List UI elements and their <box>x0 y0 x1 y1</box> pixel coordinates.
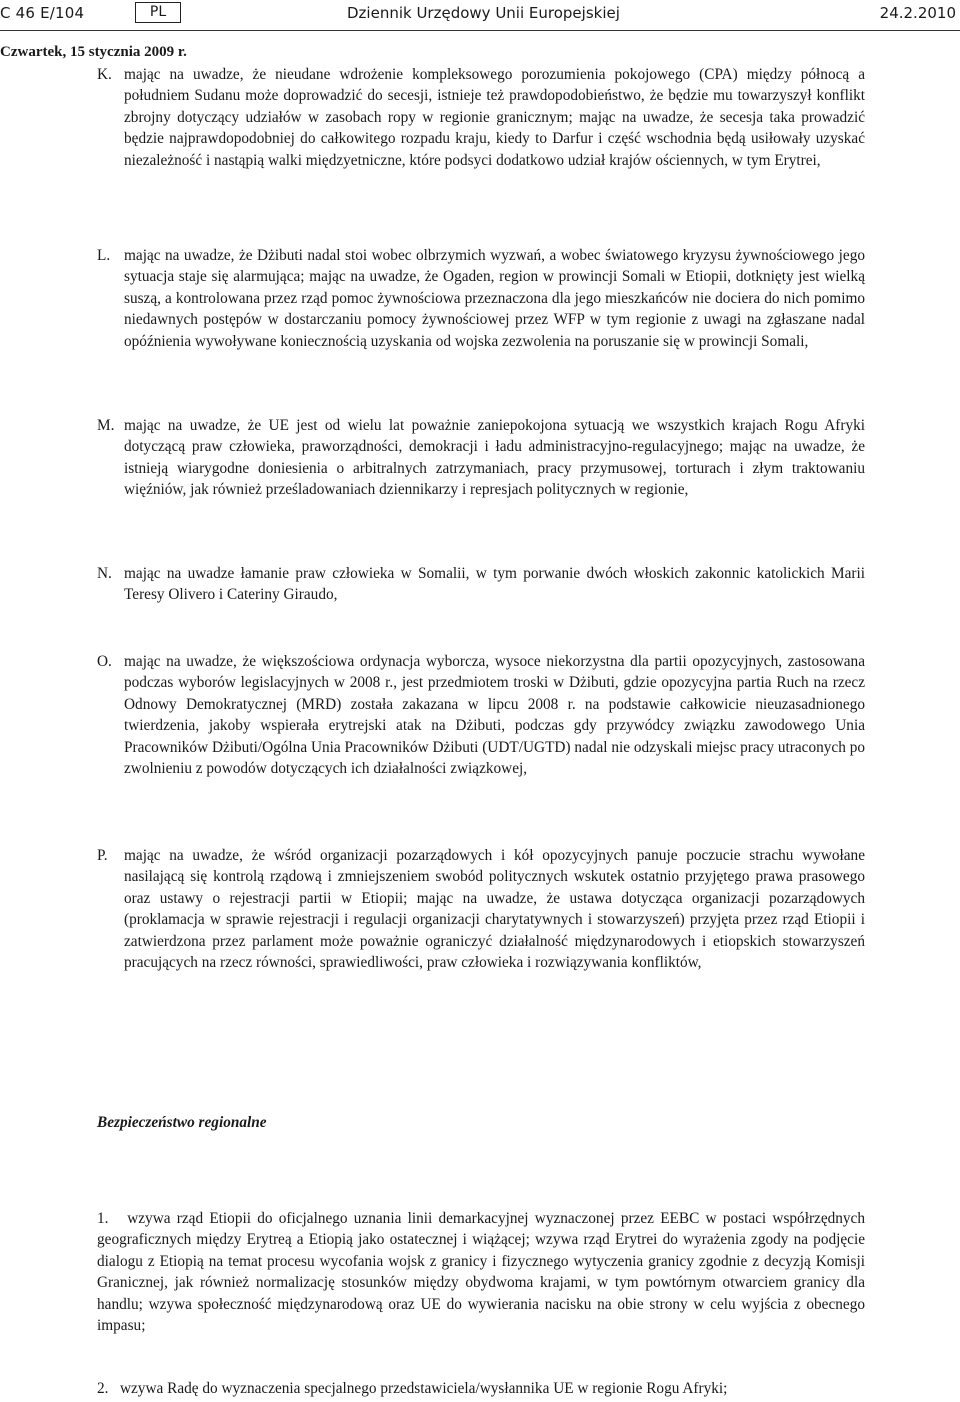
recital-label: M. <box>97 417 115 434</box>
point-number: 1. <box>97 1210 109 1227</box>
recital-label: N. <box>97 565 112 582</box>
publication-date: 24.2.2010 <box>879 4 956 22</box>
point-text: wzywa Radę do wyznaczenia specjalnego przedstawiciela/wysłannika UE w regionie Rogu Afryki; <box>119 1380 728 1397</box>
point-paragraph <box>97 1208 865 1336</box>
recital-text: mając na uwadze łamanie praw człowieka w Somalii, w tym porwanie dwóch włoskich zakonnic katolickich Marii Teresy Olivero i Cateriny Giraudo, <box>124 565 865 604</box>
recital-m <box>97 415 865 501</box>
recital-text: mając na uwadze, że wśród organizacji pozarządowych i kół opozycyjnych panuje poczucie strachu wywołane nasilającą się kontrolą rządową i zmniejszeniem swobód politycznych wskutek ostatnio przyjętego prawa prasowego oraz ustawy o rejestracji partii w Etiopii; mając na uwadze, że ustawa dotycząca organizacji pozarządowych (proklamacja w sprawie rejestracji i regulacji organizacji charytatywnych i stowarzyszeń) przyjęta przez rząd Etiopii i zatwierdzona przez parlament może poważnie ograniczyć działalność międzynarodowych i etiopskich stowarzyszeń pracujących na rzecz równości, sprawiedliwości, praw człowieka i rozwiązywania konfliktów, <box>124 847 865 972</box>
section-heading: Bezpieczeństwo regionalne <box>97 1114 267 1131</box>
oj-reference: C 46 E/104 <box>0 4 85 22</box>
session-date: Czwartek, 15 stycznia 2009 r. <box>0 44 187 60</box>
recital-o <box>97 651 865 779</box>
recital-label: P. <box>97 847 108 864</box>
journal-title: Dziennik Urzędowy Unii Europejskiej <box>347 4 620 22</box>
recital-text: mając na uwadze, że większościowa ordynacja wyborcza, wysoce niekorzystna dla partii opozycyjnych, zastosowana podczas wyborów legislacyjnych w 2008 r., jest przedmiotem troski w Dżibuti, gdzie opozycyjna partia Ruch na rzecz Odnowy Demokratycznej (MRD) została zakazana w lipcu 2008 r. na podstawie całkowicie nieuzasadnionego twierdzenia, jakoby wspierała erytrejski atak na Dżibuti, podczas gdy przywódcy związku zawodowego Unia Pracowników Dżibuti/Ogólna Unia Pracowników Dżibuti (UDT/UGTD) nadal nie odzyskali miejsc pracy utraconych po zwolnieniu z powodów dotyczących ich działalności związkowej, <box>124 653 865 778</box>
header-divider <box>0 30 960 31</box>
recital-text: mając na uwadze, że UE jest od wielu lat poważnie zaniepokojona sytuacją we wszystkich krajach Rogu Afryki dotyczącą praw człowieka, praworządności, demokracji i ładu administracyjno-regulacyjnego; mając na uwadze, że istnieją wiarygodne doniesienia o arbitralnych zatrzymaniach, pracy przymusowej, torturach i złym traktowaniu więźniów, jak również prześladowaniach dziennikarzy i represjach politycznych w regionie, <box>124 417 865 499</box>
recital-p <box>97 845 865 973</box>
point-2 <box>97 1378 865 1399</box>
recital-label: K. <box>97 66 112 83</box>
point-paragraph <box>97 1378 865 1399</box>
recital-k <box>97 64 865 171</box>
recital-label: O. <box>97 653 112 670</box>
recital-label: L. <box>97 247 111 264</box>
language-box: PL <box>135 2 181 23</box>
point-1 <box>97 1208 865 1336</box>
point-text: wzywa rząd Etiopii do oficjalnego uznania linii demarkacyjnej wyznaczonej przez EEBC w postaci współrzędnych geograficznych między Erytreą a Etiopią jako ostatecznej i wiążącej; wzywa rząd Erytrei do wyrażenia zgody na podjęcie dialogu z Etiopią na temat procesu wycofania wojsk z granicy i fizycznego wytyczenia granicy zgodnie z decyzją Komisji Granicznej, jak również normalizację stosunków między obydwoma krajami, w tym powtórnym otwarciem granicy dla handlu; wzywa społeczność międzynarodową oraz UE do wywierania nacisku na obie strony w celu wyjścia z obecnego impasu; <box>97 1210 865 1335</box>
recital-l <box>97 245 865 352</box>
point-number: 2. <box>97 1380 109 1397</box>
recital-text: mając na uwadze, że nieudane wdrożenie kompleksowego porozumienia pokojowego (CPA) między północą a południem Sudanu może doprowadzić do secesji, istnieje też prawdopodobieństwo, że będzie mu towarzyszył konflikt zbrojny dotyczący udziałów w zasobach ropy w regionie granicznym; mając na uwadze, że secesja taka prowadzić będzie najprawdopodobniej do całkowitego rozpadu kraju, kiedy to Darfur i część wschodnia będą usiłowały uzyskać niezależność i nastąpią walki międzyetniczne, które podsyci dodatkowo udział krajów ościennych, w tym Erytrei, <box>124 66 865 169</box>
recital-n <box>97 563 865 606</box>
recital-text: mając na uwadze, że Dżibuti nadal stoi wobec olbrzymich wyzwań, a wobec światowego kryzysu żywnościowego jego sytuacja staje się alarmująca; mając na uwadze, że Ogaden, region w prowincji Somali w Etiopii, dotknięty jest wielką suszą, a kontrolowana przez rząd pomoc żywnościowa przeznaczona dla jego mieszkańców nie dociera do nich pomimo niedawnych postępów w dostarczaniu pomocy żywnościowej przez WFP w tym regionie z uwagi na zgłaszane nadal opóźnienia wywoływane koniecznością uzyskania od wojska zezwolenia na poruszanie się w prowincji Somali, <box>124 247 865 350</box>
